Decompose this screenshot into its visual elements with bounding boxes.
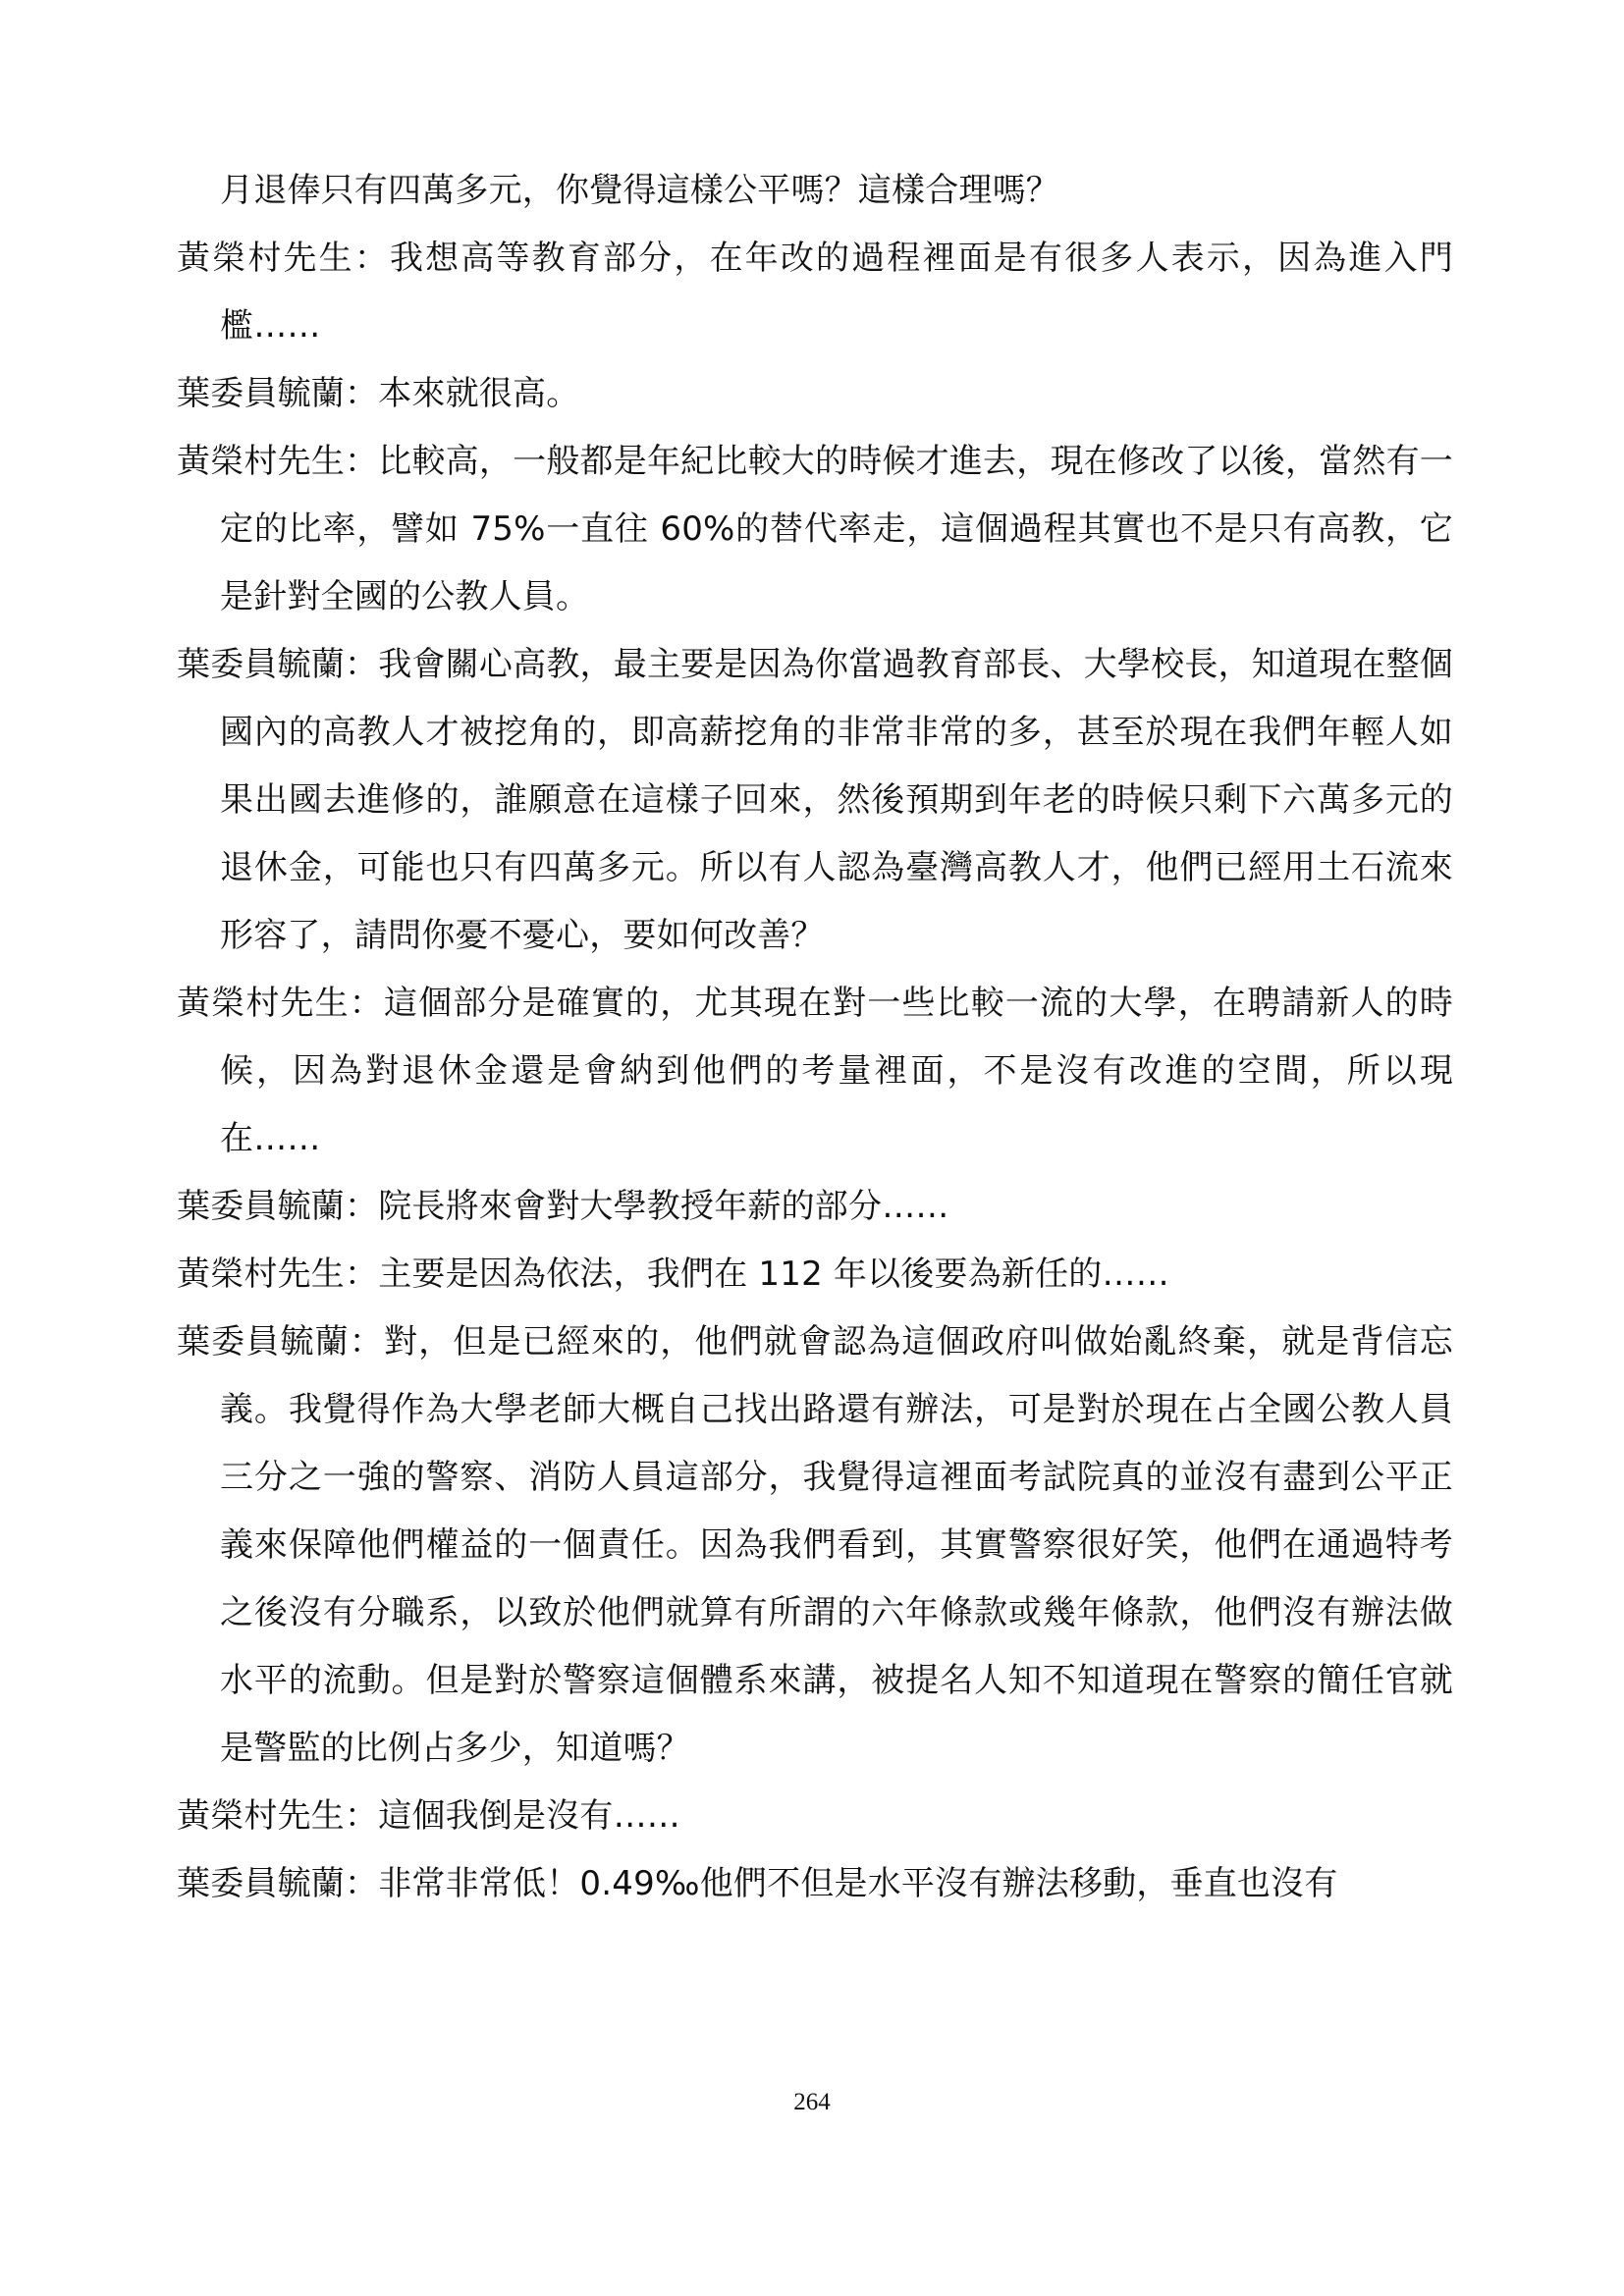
speech-paragraph: 葉委員毓蘭：院長將來會對大學教授年薪的部分…… — [177, 1187, 949, 1226]
speech-paragraph: 葉委員毓蘭：對，但是已經來的，他們就會認為這個政府叫做始亂終棄，就是背信忘義。我覺得作為大學老師大概自己找出路還有辦法，可是對於現在占全國公教人員三分之一強的警察、消防人員這部分，我覺得這裡面考試院真的並沒有盡到公平正義來保障他們權益的一個責任。因為我們看到，其實警察很好笑，他們在通過特考之後沒有分職系，以致於他們就算有所謂的六年條款或幾年條款，他們沒有辦法做水平的流動。但是對於警察這個體系來講，被提名人知不知道現在警察的簡任官就是警監的比例占多少，知道嗎？ — [177, 1322, 1453, 1768]
paragraph-continuation: 月退俸只有四萬多元，你覺得這樣公平嗎？這樣合理嗎？ — [220, 171, 1059, 210]
speech-paragraph: 葉委員毓蘭：非常非常低！0.49‰他們不但是水平沒有辦法移動，垂直也沒有 — [177, 1864, 1338, 1903]
speech-paragraph: 黃榮村先生：我想高等教育部分，在年改的過程裡面是有很多人表示，因為進入門檻…… — [177, 239, 1453, 346]
speech-paragraph: 葉委員毓蘭：我會關心高教，最主要是因為你當過教育部長、大學校長，知道現在整個國內的高教人才被挖角的，即高薪挖角的非常非常的多，甚至於現在我們年輕人如果出國去進修的，誰願意在這樣子回來，然後預期到年老的時候只剩下六萬多元的退休金，可能也只有四萬多元。所以有人認為臺灣高教人才，他們已經用土石流來形容了，請問你憂不憂心，要如何改善？ — [177, 645, 1453, 955]
speech-paragraph: 黃榮村先生：這個部分是確實的，尤其現在對一些比較一流的大學，在聘請新人的時候，因為對退休金還是會納到他們的考量裡面，不是沒有改進的空間，所以現在…… — [177, 984, 1453, 1158]
speech-paragraph: 黃榮村先生：比較高，一般都是年紀比較大的時候才進去，現在修改了以後，當然有一定的比率，譬如 75%一直往 60%的替代率走，這個過程其實也不是只有高教，它是針對全國的公教人員。 — [177, 442, 1453, 616]
speech-paragraph: 黃榮村先生：這個我倒是沒有…… — [177, 1796, 680, 1836]
transcript-body — [177, 157, 1453, 1918]
speech-paragraph: 葉委員毓蘭：本來就很高。 — [177, 374, 580, 413]
speech-paragraph: 黃榮村先生：主要是因為依法，我們在 112 年以後要為新任的…… — [177, 1255, 1169, 1294]
page-number: 264 — [793, 2089, 831, 2115]
